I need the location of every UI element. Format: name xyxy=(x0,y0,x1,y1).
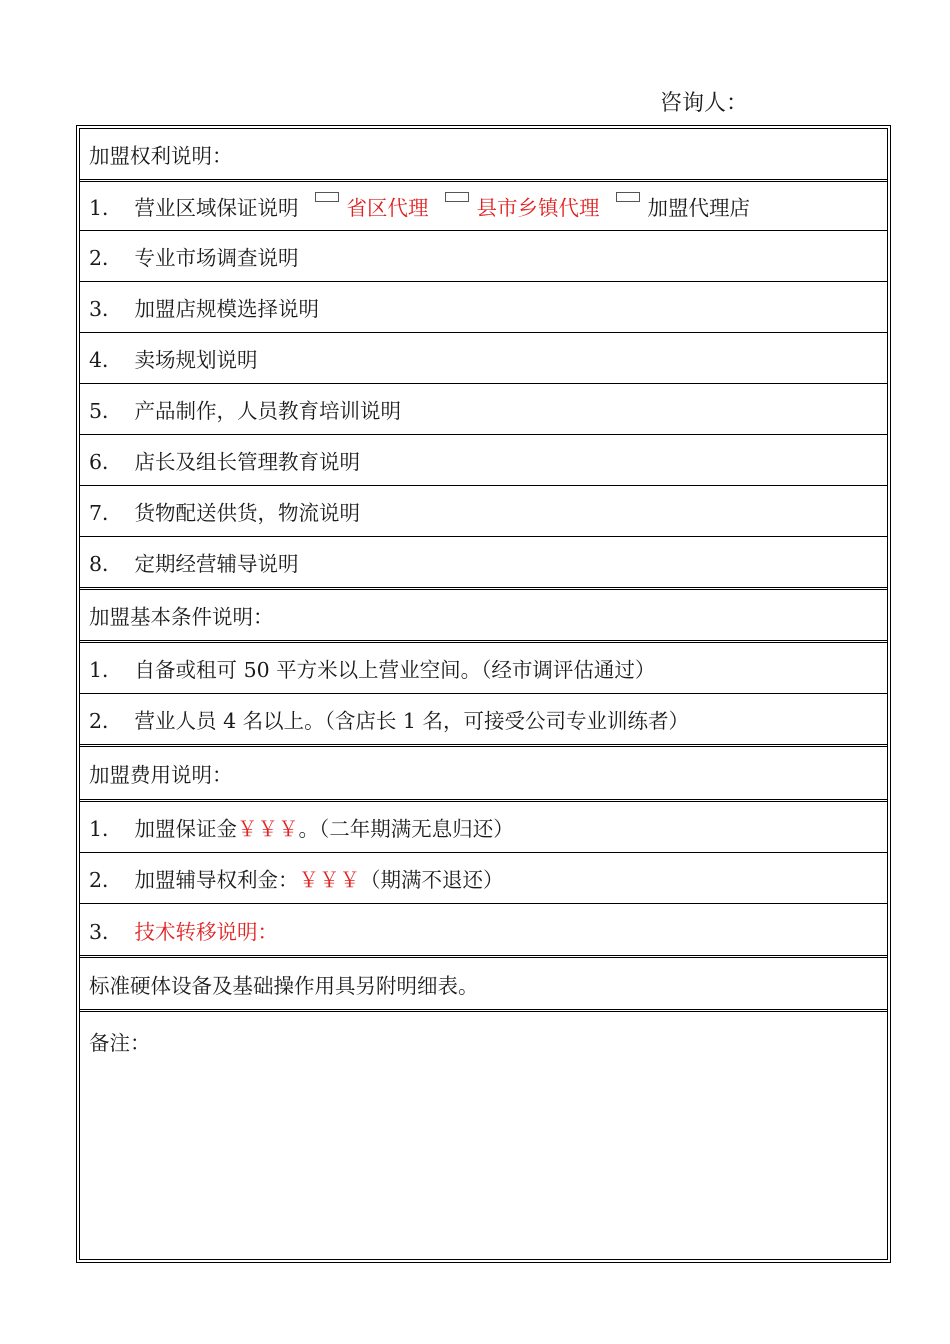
section-fees-title: 加盟费用说明： xyxy=(89,763,233,787)
item-text: 店长及组长管理教育说明 xyxy=(134,450,361,474)
franchise-store-checkbox[interactable] xyxy=(616,192,640,202)
remarks-label: 备注： xyxy=(89,1031,151,1055)
item-number: 5． xyxy=(89,399,123,423)
deposit-note: 。（二年期满无息归还） xyxy=(298,817,514,841)
item-number: 3． xyxy=(89,297,123,321)
royalty-label: 加盟辅导权利金： xyxy=(134,868,299,892)
item-number: 8． xyxy=(89,552,123,576)
form-inner-frame xyxy=(79,128,888,1260)
item-number: 2． xyxy=(89,709,123,733)
remarks-field[interactable] xyxy=(80,1012,887,1259)
section-rights-title: 加盟权利说明： xyxy=(89,144,233,168)
consultant-label: 咨询人： xyxy=(660,91,749,116)
item-text: 定期经营辅导说明 xyxy=(134,552,299,576)
item-number: 2． xyxy=(89,246,123,270)
royalty-amount: ￥￥￥ xyxy=(298,868,361,892)
item-number: 6． xyxy=(89,450,123,474)
item-number: 1． xyxy=(89,817,123,841)
item-text: 专业市场调查说明 xyxy=(134,246,299,270)
item-number: 2． xyxy=(89,868,123,892)
rights-item-7 xyxy=(80,486,887,536)
item-text: 营业人员 4 名以上。（含店长 1 名，可接受公司专业训练者） xyxy=(134,709,689,733)
deposit-label: 加盟保证金 xyxy=(134,817,238,841)
rights-item-8 xyxy=(80,537,887,587)
rights-item-6 xyxy=(80,435,887,485)
fees-item-1 xyxy=(80,802,887,852)
item-number: 1． xyxy=(89,196,123,220)
item-text: 卖场规划说明 xyxy=(134,348,258,372)
item-number: 4． xyxy=(89,348,123,372)
item-text: 自备或租可 50 平方米以上营业空间。（经市调评估通过） xyxy=(134,658,656,682)
option-franchise-store: 加盟代理店 xyxy=(647,196,751,220)
county-agent-checkbox[interactable] xyxy=(445,192,469,202)
royalty-note: （期满不退还） xyxy=(360,868,504,892)
item-number: 3． xyxy=(89,919,123,944)
item-number: 1． xyxy=(89,658,123,682)
rights-item-2 xyxy=(80,231,887,281)
equipment-note: 标准硬体设备及基础操作用具另附明细表。 xyxy=(89,973,479,998)
conditions-item-1 xyxy=(80,643,887,693)
fees-item-3 xyxy=(80,904,887,955)
option-province-agent: 省区代理 xyxy=(346,196,429,220)
province-agent-checkbox[interactable] xyxy=(315,192,339,202)
rights-item-3 xyxy=(80,282,887,332)
item-text: 营业区域保证说明 xyxy=(134,196,299,220)
rights-item-4 xyxy=(80,333,887,383)
tech-transfer-label: 技术转移说明： xyxy=(134,919,279,944)
item-text: 货物配送供货，物流说明 xyxy=(134,501,361,525)
rights-item-5 xyxy=(80,384,887,434)
fees-item-2 xyxy=(80,853,887,903)
option-county-agent: 县市乡镇代理 xyxy=(476,196,600,220)
section-conditions-title: 加盟基本条件说明： xyxy=(89,605,274,629)
deposit-amount: ￥￥￥ xyxy=(237,817,299,841)
rights-item-1 xyxy=(80,182,887,230)
conditions-item-2 xyxy=(80,694,887,744)
item-text: 加盟店规模选择说明 xyxy=(134,297,320,321)
item-text: 产品制作，人员教育培训说明 xyxy=(134,399,402,423)
item-number: 7． xyxy=(89,501,123,525)
franchise-form xyxy=(76,125,891,1263)
